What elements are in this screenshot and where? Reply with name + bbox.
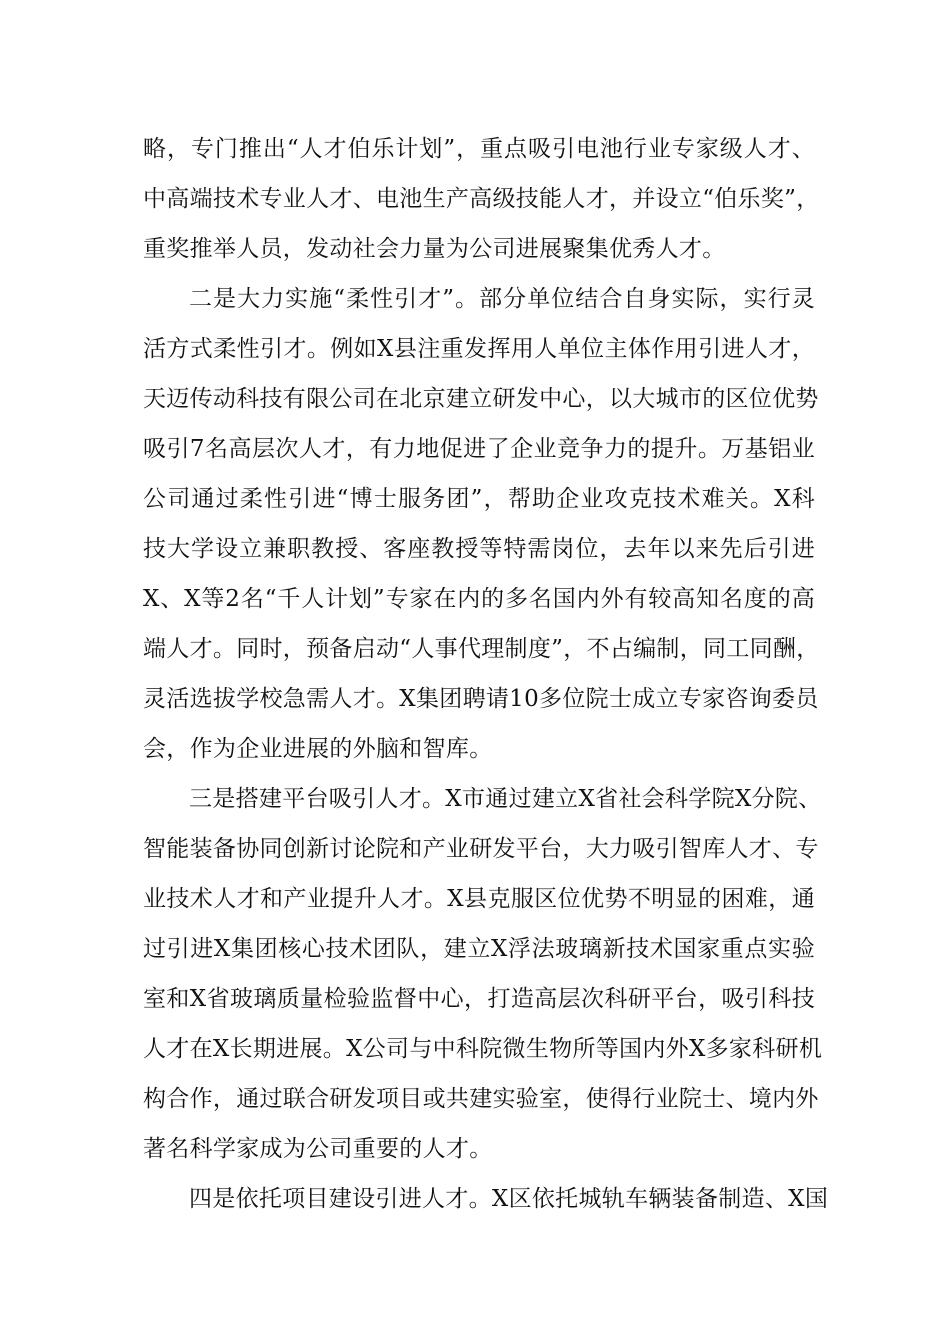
text-line: X、X等2名“千人计划”专家在内的多名国内外有较高知名度的高	[143, 586, 815, 612]
paragraph-first-line: 三是搭建平台吸引人才。X市通过建立X省社会科学院X分院、	[189, 786, 822, 812]
paragraph-first-line: 二是大力实施“柔性引才”。部分单位结合自身实际，实行灵	[189, 286, 815, 312]
text-line: 灵活选拔学校急需人才。X集团聘请10多位院士成立专家咨询委员	[143, 686, 819, 712]
text-line: 过引进X集团核心技术团队，建立X浮法玻璃新技术国家重点实验	[143, 936, 815, 962]
text-line: 公司通过柔性引进“博士服务团”，帮助企业攻克技术难关。X科	[143, 486, 815, 512]
text-line: 智能装备协同创新讨论院和产业研发平台，大力吸引智库人才、专	[143, 836, 819, 862]
text-line: 会，作为企业进展的外脑和智库。	[143, 736, 493, 762]
text-line: 天迈传动科技有限公司在北京建立研发中心，以大城市的区位优势	[143, 386, 819, 412]
text-line: 著名科学家成为公司重要的人才。	[143, 1136, 493, 1162]
document-body	[143, 124, 829, 1224]
text-line: 人才在X长期进展。X公司与中科院微生物所等国内外X多家科研机	[143, 1036, 823, 1062]
text-line: 吸引7名高层次人才，有力地促进了企业竞争力的提升。万基铝业	[143, 436, 815, 462]
text-line: 业技术人才和产业提升人才。X县克服区位优势不明显的困难，通	[143, 886, 815, 912]
text-line: 室和X省玻璃质量检验监督中心，打造高层次科研平台，吸引科技	[143, 986, 815, 1012]
text-line: 中高端技术专业人才、电池生产高级技能人才，并设立“伯乐奖”，	[143, 186, 820, 212]
paragraph-first-line: 四是依托项目建设引进人才。X区依托城轨车辆装备制造、X国	[189, 1186, 829, 1212]
text-line: 活方式柔性引才。例如X县注重发挥用人单位主体作用引进人才，	[143, 336, 815, 362]
text-line: 技大学设立兼职教授、客座教授等特需岗位，去年以来先后引进	[143, 536, 815, 562]
text-line: 略，专门推出“人才伯乐计划”，重点吸引电池行业专家级人才、	[143, 136, 815, 162]
text-line: 构合作，通过联合研发项目或共建实验室，使得行业院士、境内外	[143, 1086, 819, 1112]
text-line: 端人才。同时，预备启动“人事代理制度”，不占编制，同工同酬，	[143, 636, 820, 662]
text-line: 重奖推举人员，发动社会力量为公司进展聚集优秀人才。	[143, 236, 726, 262]
